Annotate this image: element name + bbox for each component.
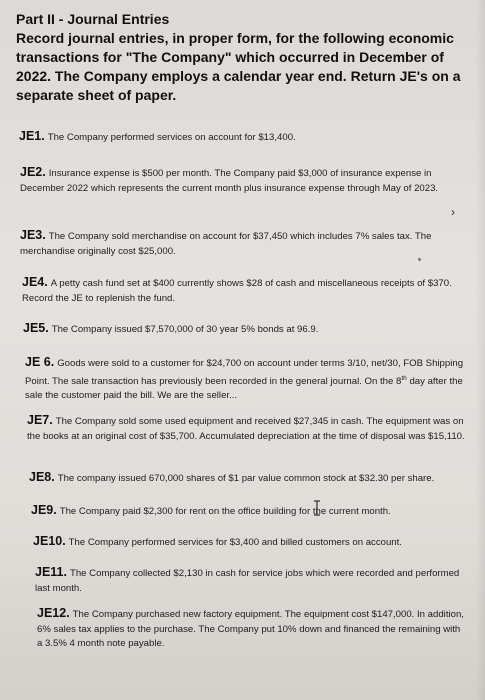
- journal-entry-1: [19, 129, 474, 146]
- journal-entry-12: [37, 606, 467, 652]
- journal-entry-10: [33, 534, 469, 551]
- journal-entry-5: [23, 321, 471, 338]
- journal-entry-3: [20, 228, 472, 259]
- entry-text: The Company performed services on account for $13,400.: [47, 132, 296, 143]
- entry-text: The Company sold merchandise on account for $37,450 which includes 7% sales tax. The merchandise originally cost $25,000.: [20, 231, 432, 257]
- journal-entry-11: [35, 565, 467, 596]
- entry-text: Goods were sold to a customer for $24,700 on account under terms 3/10, net/30, FOB Shipping Point. The sale transaction has previously been recorded in the general journal. On the 8: [25, 358, 464, 387]
- ordinal-suffix: th: [401, 374, 407, 382]
- journal-entry-2: [20, 165, 472, 196]
- entry-label: JE4.: [22, 275, 48, 289]
- part-title: Part II - Journal Entries: [16, 11, 170, 27]
- entry-text: The Company purchased new factory equipment. The equipment cost $147,000. In addition, 6% sales tax applies to the purchase. The Company put 10% down and financed the remaining with a 3.5% 4 month note payable.: [37, 609, 464, 649]
- entry-label: JE3.: [20, 228, 46, 242]
- entry-text: A petty cash fund set at $400 currently shows $28 of cash and miscellaneous receipts of $370. Record the JE to replenish the fund.: [22, 278, 452, 304]
- text-cursor-icon: [313, 500, 321, 516]
- journal-entry-8: [29, 470, 469, 487]
- journal-entry-4: [22, 275, 470, 306]
- journal-entry-7: [27, 413, 467, 444]
- entry-label: JE7.: [27, 413, 53, 427]
- entry-text: The company issued 670,000 shares of $1 par value common stock at $32.30 per share.: [57, 473, 435, 484]
- entry-label: JE2.: [20, 165, 46, 179]
- instructions: Record journal entries, in proper form, for the following economic transactions for "The Company" which occurred in December of 2022. The Company employs a calendar year end. Return JE's on a separate sheet of paper.: [16, 30, 461, 103]
- entry-text: The Company performed services for $3,400 and billed customers on account.: [68, 537, 402, 548]
- entry-text: Insurance expense is $500 per month. The Company paid $3,000 of insurance expense in December 2022 which represents the current month plus insurance expense through May of 2023.: [20, 168, 439, 194]
- entry-text-cont: day after the sale the customer paid the bill. We are the seller...: [25, 375, 463, 402]
- page-edge-shadow: [475, 0, 485, 700]
- entry-label: JE9.: [31, 503, 57, 517]
- entry-text: The Company collected $2,130 in cash for service jobs which were recorded and performed last month.: [35, 568, 460, 594]
- entry-label: JE11.: [35, 565, 67, 579]
- right-chevron-mark-icon: ›: [451, 205, 455, 219]
- entry-text: The Company paid $2,300 for rent on the office building for the current month.: [59, 506, 391, 517]
- journal-entry-9: [31, 503, 469, 520]
- entry-label: JE5.: [23, 321, 49, 335]
- entry-label: JE 6.: [25, 355, 55, 369]
- journal-entry-6: [25, 355, 469, 404]
- entry-label: JE8.: [29, 470, 55, 484]
- entry-label: JE10.: [33, 534, 66, 548]
- entry-text: The Company issued $7,570,000 of 30 year 5% bonds at 96.9.: [51, 324, 319, 335]
- page-header: [16, 10, 474, 105]
- entry-label: JE1.: [19, 129, 45, 143]
- entry-text: The Company sold some used equipment and received $27,345 in cash. The equipment was on the books at an original cost of $35,700. Accumulated depreciation at the time of disposal was $15,110.: [27, 416, 465, 442]
- pencil-dot-mark: [418, 258, 421, 261]
- entry-label: JE12.: [37, 606, 70, 620]
